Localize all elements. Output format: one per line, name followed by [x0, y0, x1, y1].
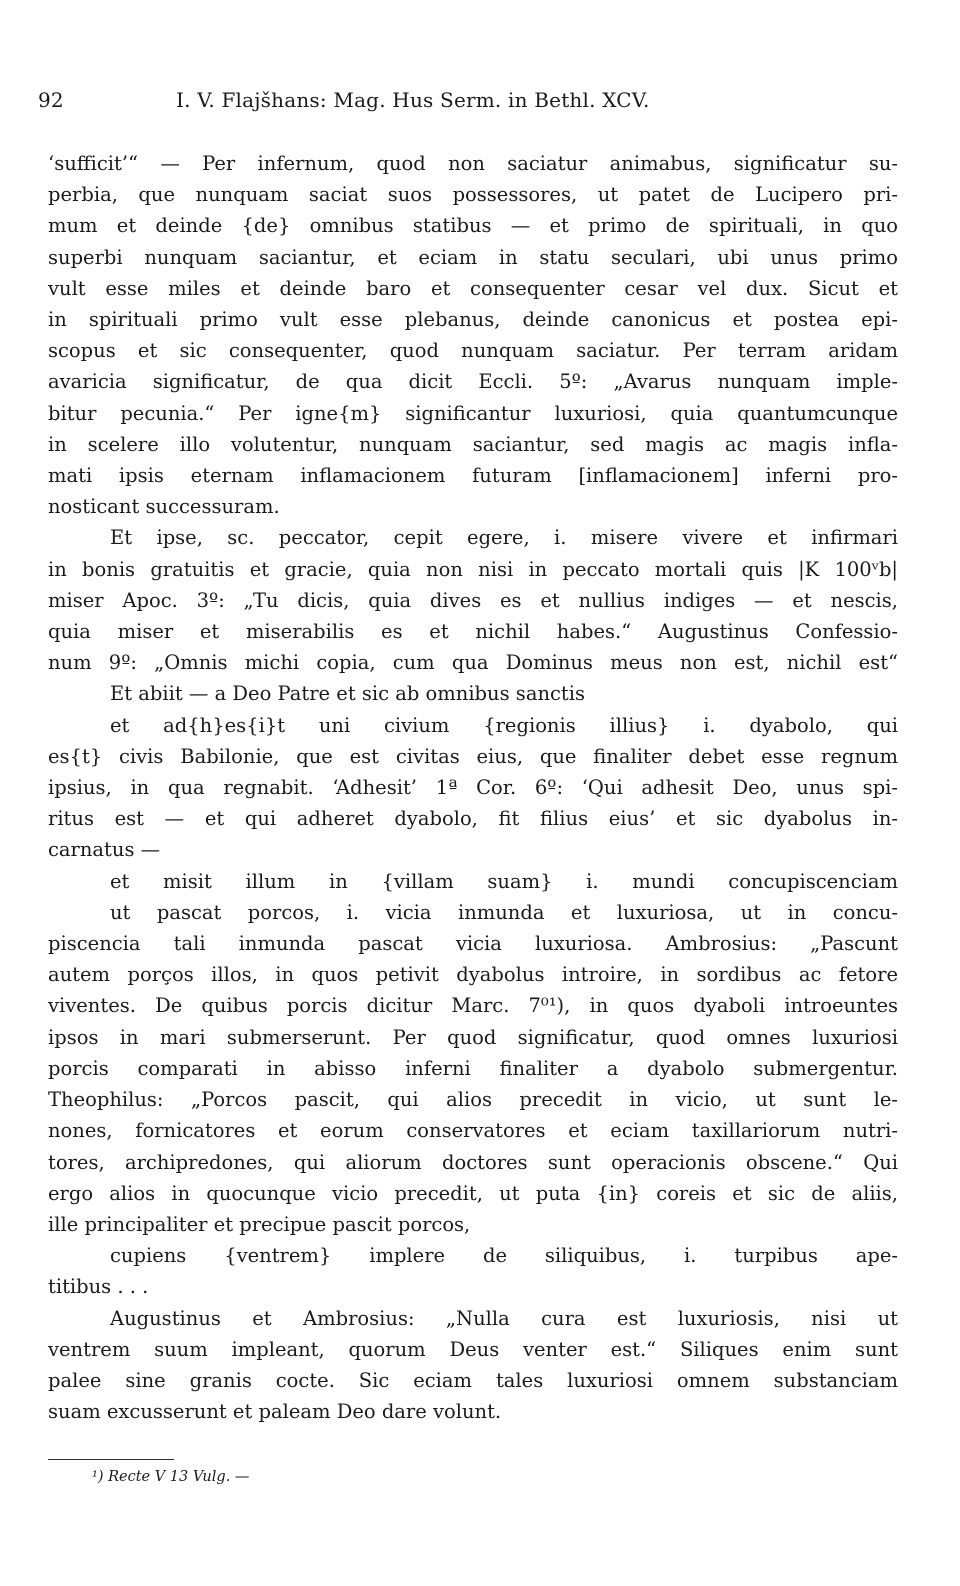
- text-line: Theophilus: „Porcos pascit, qui alios precedit in vicio, ut sunt le-: [48, 1088, 898, 1112]
- text-line: num 9º: „Omnis michi copia, cum qua Dominus meus non est, nichil est“: [48, 651, 898, 675]
- text-line: viventes. De quibus porcis dicitur Marc. 7⁰¹), in quos dyaboli introeuntes: [48, 994, 898, 1018]
- page-number: 92: [38, 88, 64, 112]
- text-line: quia miser et miserabilis es et nichil habes.“ Augustinus Confessio-: [48, 620, 898, 644]
- text-line: ergo alios in quocunque vicio precedit, ut puta {in} coreis et sic de aliis,: [48, 1181, 898, 1205]
- text-line: ‘sufficit’“ — Per infernum, quod non saciatur animabus, significatur su-: [48, 152, 898, 175]
- text-line: ille principaliter et precipue pascit porcos,: [48, 1212, 471, 1236]
- text-line: piscencia tali inmunda pascat vicia luxuriosa. Ambrosius: „Pascunt: [48, 932, 898, 956]
- text-line: perbia, que nunquam saciat suos possessores, ut patet de Lucipero pri-: [48, 183, 898, 207]
- text-line: in spirituali primo vult esse plebanus, deinde canonicus et postea epi-: [48, 308, 898, 332]
- text-line: ut pascat porcos, i. vicia inmunda et luxuriosa, ut in concu-: [110, 900, 898, 924]
- text-line: nosticant successuram.: [48, 495, 280, 519]
- footnote: ¹) Recte V 13 Vulg. —: [92, 1469, 250, 1485]
- text-line: vult esse miles et deinde baro et consequenter cesar vel dux. Sicut et: [48, 276, 898, 300]
- text-line: miser Apoc. 3º: „Tu dicis, quia dives es et nullius indiges — et nescis,: [48, 588, 898, 612]
- text-line: mati ipsis eternam inflamacionem futuram [inflamacionem] inferni pro-: [48, 464, 898, 488]
- text-line: bitur pecunia.“ Per igne{m} significantur luxuriosi, quia quantumcunque: [48, 401, 898, 425]
- text-line: superbi nunquam saciantur, et eciam in statu seculari, ubi unus primo: [48, 245, 898, 269]
- text-line: titibus . . .: [48, 1275, 149, 1299]
- text-line: suam excusserunt et paleam Deo dare volunt.: [48, 1400, 502, 1424]
- running-head: [38, 88, 918, 112]
- text-line: porcis comparati in abisso inferni finaliter a dyabolo submergentur.: [48, 1056, 898, 1080]
- footnote-rule: [48, 1459, 174, 1460]
- text-line: palee sine granis cocte. Sic eciam tales luxuriosi omnem substanciam: [48, 1368, 898, 1392]
- text-line: scopus et sic consequenter, quod nunquam saciatur. Per terram aridam: [48, 339, 898, 363]
- text-line: ipsius, in qua regnabit. ‘Adhesit’ 1ª Cor. 6º: ‘Qui adhesit Deo, unus spi-: [48, 776, 898, 800]
- text-line: avaricia significatur, de qua dicit Eccli. 5º: „Avarus nunquam imple-: [48, 370, 898, 394]
- text-line: ritus est — et qui adheret dyabolo, fit filius eius’ et sic dyabolus in-: [48, 807, 898, 831]
- text-line: Et ipse, sc. peccator, cepit egere, i. misere vivere et infirmari: [110, 526, 898, 550]
- text-line: cupiens {ventrem} implere de siliquibus, i. turpibus ape-: [110, 1244, 898, 1268]
- text-line: tores, archipredones, qui aliorum doctores sunt operacionis obscene.“ Qui: [48, 1150, 898, 1174]
- text-line: ipsos in mari submerserunt. Per quod significatur, quod omnes luxuriosi: [48, 1025, 898, 1049]
- text-line: et misit illum in {villam suam} i. mundi concupiscenciam: [110, 869, 898, 893]
- text-line: autem porços illos, in quos petivit dyabolus introire, in sordibus ac fetore: [48, 963, 898, 987]
- text-line: mum et deinde {de} omnibus statibus — et primo de spirituali, in quo: [48, 214, 898, 238]
- text-line: in scelere illo volutentur, nunquam saciantur, sed magis ac magis infla-: [48, 432, 898, 456]
- text-line: Et abiit — a Deo Patre et sic ab omnibus sanctis: [110, 682, 585, 706]
- text-line: carnatus —: [48, 838, 161, 862]
- text-line: Augustinus et Ambrosius: „Nulla cura est luxuriosis, nisi ut: [110, 1306, 898, 1330]
- text-line: et ad{h}es{i}t uni civium {regionis illius} i. dyabolo, qui: [110, 713, 898, 737]
- text-line: es{t} civis Babilonie, que est civitas eius, que finaliter debet esse regnum: [48, 744, 898, 768]
- text-line: ventrem suum impleant, quorum Deus venter est.“ Siliques enim sunt: [48, 1337, 898, 1361]
- text-line: in bonis gratuitis et gracie, quia non nisi in peccato mortali quis |K 100ᵛb|: [48, 557, 898, 581]
- running-title: I. V. Flajšhans: Mag. Hus Serm. in Bethl. XCV.: [176, 88, 650, 112]
- text-line: nones, fornicatores et eorum conservatores et eciam taxillariorum nutri-: [48, 1119, 898, 1143]
- body-text: [48, 148, 898, 1427]
